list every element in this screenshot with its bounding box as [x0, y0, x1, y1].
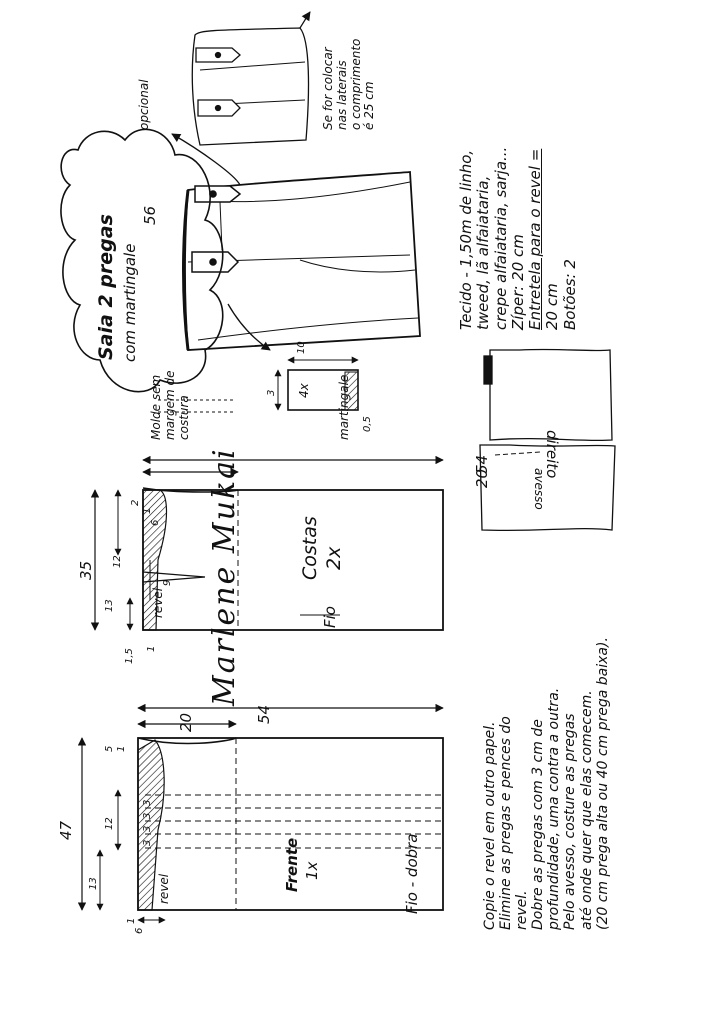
martingale-label: martingale [337, 374, 351, 440]
back-piece [95, 460, 443, 630]
back-dim-1: 2 [130, 499, 141, 506]
back-piece-count: 2x [323, 546, 345, 570]
title-size: 56 [141, 205, 159, 225]
front-dim-3: 13 [88, 877, 99, 890]
instruction-line: Dobre as pregas com 3 cm de [530, 719, 547, 930]
front-dim-5: 3 [142, 812, 153, 819]
front-dim-4: 3 [142, 799, 153, 806]
instructions-block [482, 637, 611, 930]
martingale-width: 10 [296, 341, 307, 354]
instruction-line: Copie o revel em outro papel. [482, 721, 498, 930]
side-note: Se for colocar nas laterais o comprimento é 25 cm [321, 38, 377, 130]
back-width: 35 [77, 560, 95, 580]
front-dim-9: 1 [126, 917, 137, 924]
back-dim-2: 6 [150, 519, 161, 526]
front-grain: Fio - dobra [403, 833, 421, 914]
front-width: 47 [57, 820, 75, 840]
optional-label: opcional [137, 79, 151, 130]
back-length: 54 [473, 454, 491, 474]
front-facing-label: revel [157, 873, 171, 904]
skirt-illustration [184, 172, 421, 350]
martingale-note: Molde sem margem de costura [149, 370, 191, 440]
back-dim-4: 12 [112, 555, 123, 568]
back-dim-6: 1,5 [124, 648, 135, 664]
back-hip-depth: 20 [473, 468, 491, 488]
wrong-side-label: avesso [532, 468, 546, 510]
back-piece-name: Costas [299, 516, 321, 580]
front-dim-2: 12 [104, 817, 115, 830]
back-facing-label: revel [151, 587, 165, 618]
back-dim-0: 1 [142, 507, 153, 514]
back-dim-5: 9 [162, 579, 173, 586]
instruction-line: Pelo avesso, costure as pregas [562, 713, 579, 930]
instruction-line: revel. [514, 890, 531, 930]
materials-list: Tecido - 1,50m de linho, tweed, lã alfaiataria, crepe alfaiataria, sarja... Zíper: 20 cm Entretela para o revel = 20 cm Botões: 2 [457, 146, 579, 330]
side-view-illustration [192, 12, 310, 145]
instruction-line: (20 cm prega alta ou 40 cm prega baixa). [594, 637, 611, 930]
front-hip-depth: 20 [177, 712, 195, 732]
back-dim-7: 1 [146, 645, 157, 652]
right-side-label: direito [543, 430, 561, 479]
front-dim-6: 3 [142, 825, 153, 832]
front-dim-7: 3 [142, 839, 153, 846]
instruction-line: até onde quer que elas comecem. [578, 690, 595, 930]
back-dim-3: 13 [104, 599, 115, 612]
instruction-line: Elimine as pregas e pences do [498, 716, 515, 930]
signature: Marlene Mukai [207, 447, 242, 706]
front-dim-0: 5 [104, 745, 115, 752]
back-grain: Fio [321, 606, 339, 628]
title-line-2: com martingale [121, 243, 139, 362]
martingale-height: 3 [266, 389, 277, 396]
front-dim-8: 6 [134, 927, 145, 934]
title-line-1: Saia 2 pregas [95, 214, 117, 360]
martingale-seam: 0,5 [362, 416, 373, 432]
front-length: 54 [255, 704, 273, 724]
martingale-count: 4x [297, 383, 311, 398]
instruction-line: profundidade, uma contra a outra. [546, 687, 563, 930]
front-dim-1: 1 [116, 745, 127, 752]
front-piece-name: Frente [283, 837, 301, 892]
front-piece-count: 1x [303, 861, 321, 880]
front-piece [82, 708, 443, 920]
